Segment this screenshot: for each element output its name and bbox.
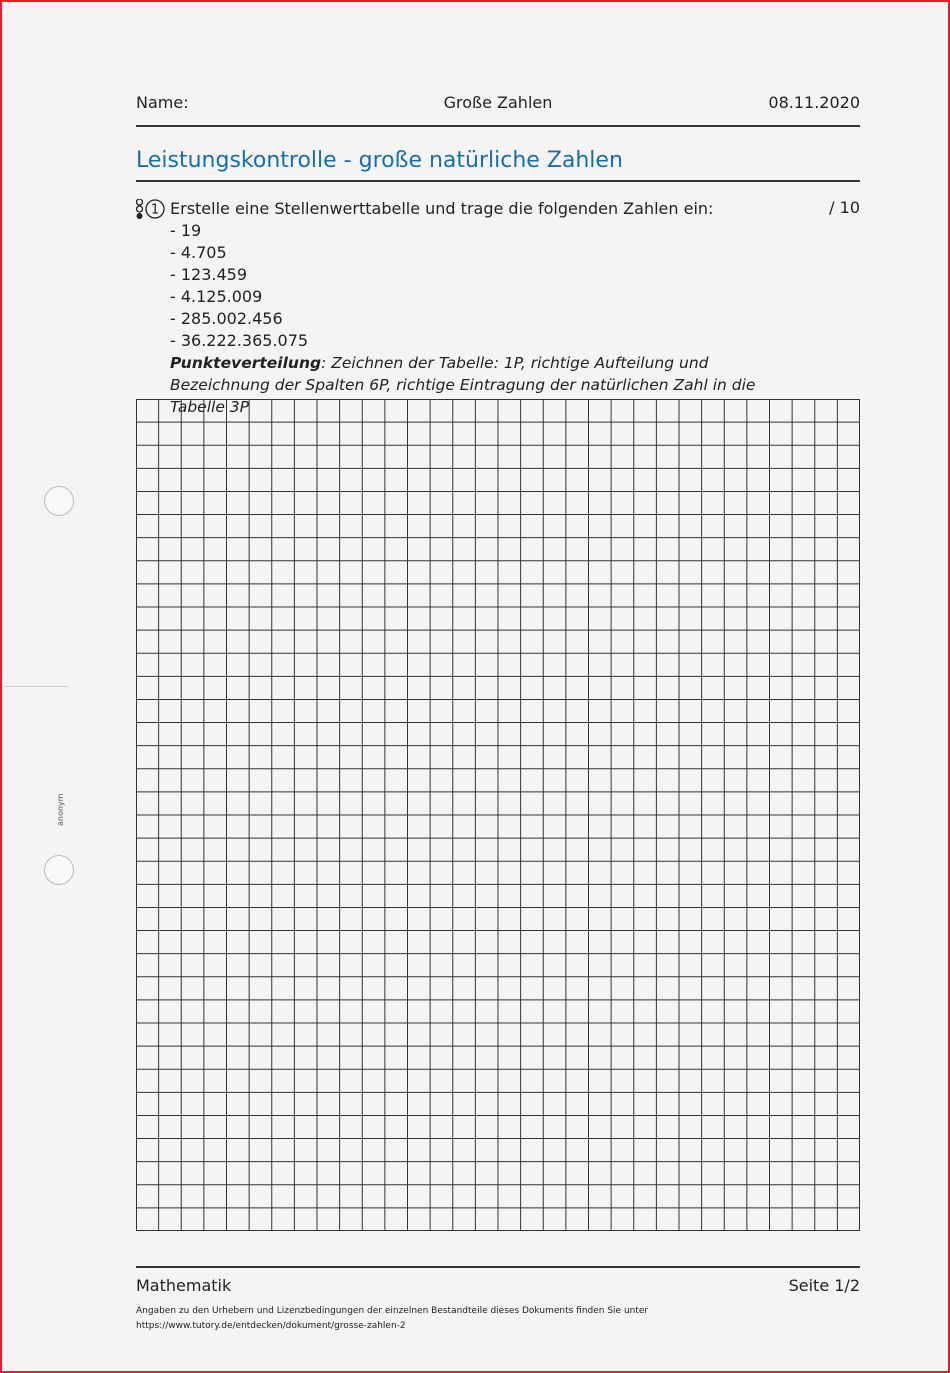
date-label: 08.11.2020 bbox=[768, 93, 860, 112]
license-url[interactable]: https://www.tutory.de/entdecken/dokument/grosse-zahlen-2 bbox=[136, 1321, 406, 1331]
list-item: - 123.459 bbox=[170, 265, 248, 284]
footer-rule bbox=[136, 1266, 860, 1268]
page-number: Seite 1/2 bbox=[788, 1276, 860, 1295]
distribution-text: : Zeichnen der Tabelle: 1P, richtige Aufteilung und Bezeichnung der Spalten 6P, richtige Eintragung der natürlichen Zahl in die Tabelle 3P bbox=[170, 354, 756, 416]
license-note bbox=[136, 1304, 736, 1334]
list-item: - 36.222.365.075 bbox=[170, 331, 309, 350]
page-title: Leistungskontrolle - große natürliche Zahlen bbox=[136, 148, 623, 173]
page-header bbox=[136, 93, 860, 115]
distribution-label: Punkteverteilung bbox=[170, 354, 322, 372]
punch-hole bbox=[44, 486, 74, 516]
task-number: 1 bbox=[150, 202, 160, 218]
list-item: - 4.705 bbox=[170, 243, 227, 262]
topic-label: Große Zahlen bbox=[443, 93, 553, 112]
license-text: Angaben zu den Urhebern und Lizenzbedingungen der einzelnen Bestandteile dieses Dokuments finden Sie unter bbox=[136, 1306, 649, 1316]
task-instruction: Erstelle eine Stellenwerttabelle und trage die folgenden Zahlen ein: bbox=[170, 199, 714, 218]
subject-label: Mathematik bbox=[136, 1276, 232, 1295]
title-rule bbox=[136, 180, 860, 182]
header-rule bbox=[136, 125, 860, 127]
number-list bbox=[170, 220, 308, 352]
name-label: Name: bbox=[136, 93, 189, 112]
answer-grid[interactable] bbox=[136, 399, 860, 1231]
fold-mark bbox=[4, 686, 68, 687]
punch-hole bbox=[44, 855, 74, 885]
list-item: - 19 bbox=[170, 221, 202, 240]
list-item: - 4.125.009 bbox=[170, 287, 263, 306]
task-difficulty-icon bbox=[136, 199, 168, 219]
list-item: - 285.002.456 bbox=[170, 309, 283, 328]
anonym-label: anonym bbox=[56, 793, 65, 826]
task-points: / 10 bbox=[829, 198, 860, 217]
